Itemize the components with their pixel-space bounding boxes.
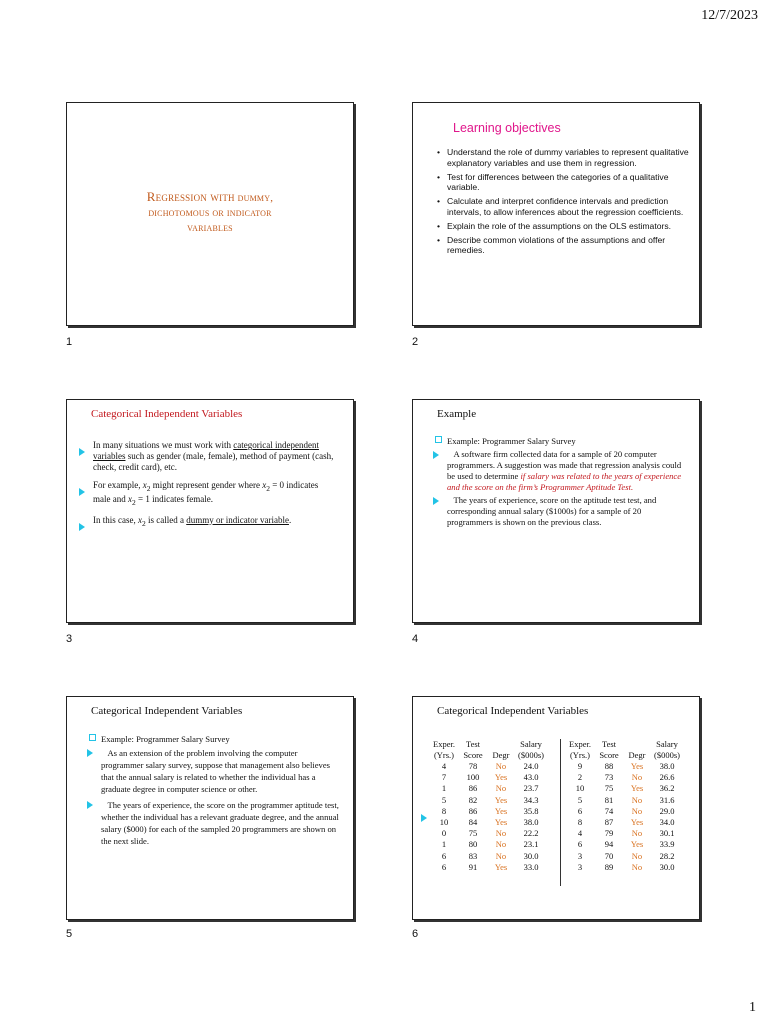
table-row (429, 806, 547, 817)
cell-exper: 3 (577, 850, 583, 861)
cell-exper: 6 (577, 805, 583, 816)
sub-heading-text: Example: Programmer Salary Survey (447, 436, 576, 446)
text: is called a (145, 514, 187, 525)
cell-salary: 33.0 (523, 861, 539, 872)
text: In many situations we must work with (93, 440, 234, 450)
cell-degree: Yes (494, 794, 508, 805)
header-text: Exper. (433, 739, 455, 749)
slide-4-number: 4 (412, 633, 419, 645)
cell-degree: Yes (630, 817, 644, 828)
text: A software firm collected data for a sample of 20 computer programmers. A suggestion was made that regression analysis could be used to determine (447, 449, 682, 481)
table-row (565, 817, 683, 828)
cell-degree: No (631, 828, 643, 839)
table-row (429, 772, 547, 783)
table-row (565, 839, 683, 850)
table-row (565, 806, 683, 817)
objective-item: • Describe common violations of the assumptions and offer remedies. (435, 235, 695, 257)
header-text: ($000s) (518, 750, 544, 760)
bullet-arrow-icon (87, 749, 93, 757)
cell-degree: No (631, 794, 643, 805)
paragraph (447, 449, 685, 493)
cell-test-score: 89 (604, 861, 614, 872)
underlined-term: dummy or indicator variable (186, 514, 289, 525)
table-row (565, 772, 683, 783)
cell-salary: 23.1 (523, 839, 539, 850)
cell-degree: No (631, 805, 643, 816)
table-body-left (429, 761, 547, 873)
underlined-term: categorical independent variables (93, 440, 319, 461)
slide-2-title: Learning objectives (453, 121, 561, 135)
cell-degree: Yes (494, 772, 508, 783)
bullet-arrow-icon (421, 814, 427, 822)
slide-4-title: Example (437, 408, 477, 420)
cell-degree: Yes (630, 839, 644, 850)
table-row (429, 795, 547, 806)
variable-subscript: 2 (142, 518, 146, 528)
cell-degree: Yes (630, 761, 644, 771)
slide-5-number: 5 (66, 928, 73, 940)
slide-2 (412, 102, 700, 326)
text: The years of experience, the score on the programmer aptitude test, whether the individual has a relevant graduate degree, and the annual salary ($000) for each of the sampled 20 programmers are shown on the next slide. (101, 800, 339, 846)
header-text: Salary (520, 739, 542, 749)
slide-6-number: 6 (412, 928, 419, 940)
cell-exper: 3 (577, 861, 583, 872)
cell-exper: 8 (577, 817, 583, 828)
cell-salary: 43.0 (523, 772, 539, 783)
cell-salary: 38.0 (659, 761, 675, 771)
cell-degree: No (495, 761, 507, 771)
header-text: Score (463, 750, 483, 760)
objective-item: • Test for differences between the categories of a qualitative variable. (435, 172, 695, 194)
header-text: (Yrs.) (569, 750, 591, 760)
table-row (429, 817, 547, 828)
cell-exper: 2 (577, 772, 583, 783)
paragraph (93, 480, 337, 508)
cell-test-score: 100 (466, 772, 480, 783)
cell-exper: 7 (441, 772, 447, 783)
cell-degree: Yes (494, 817, 508, 828)
cell-exper: 6 (441, 850, 447, 861)
title-line1-small: dummy, (234, 192, 274, 204)
cell-test-score: 74 (604, 805, 614, 816)
slide-5-body (89, 733, 339, 851)
cell-degree: No (495, 783, 507, 794)
header-text: Salary (656, 739, 678, 749)
cell-test-score: 75 (604, 783, 614, 794)
cell-test-score: 88 (604, 761, 614, 771)
cell-degree: No (495, 850, 507, 861)
cell-salary: 24.0 (523, 761, 539, 771)
cell-exper: 0 (441, 828, 447, 839)
bullet-arrow-icon (87, 801, 93, 809)
variable-x: x (142, 480, 147, 490)
cell-exper: 6 (441, 861, 447, 872)
title-line3: variables (187, 222, 233, 234)
text: might represent gender where (150, 480, 263, 490)
cell-test-score: 70 (604, 850, 614, 861)
table-row (429, 761, 547, 772)
cell-test-score: 75 (468, 828, 478, 839)
cell-salary: 31.6 (659, 794, 675, 805)
title-line2: dichotomous or indicator (148, 207, 272, 219)
slide-3-title: Categorical Independent Variables (91, 408, 243, 420)
slide-6-title: Categorical Independent Variables (437, 705, 589, 717)
square-bullet-icon (89, 734, 96, 741)
table-body-right (565, 761, 683, 873)
cell-exper: 1 (441, 839, 447, 850)
variable-x: x (128, 493, 132, 504)
cell-salary: 35.8 (523, 805, 539, 816)
cell-test-score: 80 (468, 839, 478, 850)
cell-exper: 6 (577, 839, 583, 850)
cell-test-score: 91 (468, 861, 478, 872)
objectives-list (435, 147, 695, 259)
cell-salary: 30.0 (659, 861, 675, 872)
cell-exper: 1 (441, 783, 447, 794)
variable-subscript: 2 (132, 497, 136, 507)
slide-3-body (93, 440, 337, 535)
col-header-test (459, 739, 487, 761)
paragraph (93, 515, 337, 529)
table-header-row (565, 739, 683, 761)
cell-degree: No (631, 850, 643, 861)
cell-salary: 26.6 (659, 772, 675, 783)
page-date: 12/7/2023 (701, 8, 758, 23)
cell-test-score: 79 (604, 828, 614, 839)
cell-test-score: 78 (468, 761, 478, 771)
header-text: Test (601, 739, 617, 749)
table-header-row (429, 739, 547, 761)
slide-1 (66, 102, 354, 326)
header-text: Score (599, 750, 619, 760)
cell-degree: No (631, 772, 643, 783)
variable-x: x (262, 480, 267, 490)
bullet-arrow-icon (433, 497, 439, 505)
cell-salary: 38.0 (523, 817, 539, 828)
table-row (565, 828, 683, 839)
paragraph (101, 747, 339, 795)
bullet-arrow-icon (79, 488, 85, 496)
cell-exper: 10 (575, 783, 585, 794)
table-row (429, 851, 547, 862)
text: = 0 indicates male and (93, 480, 319, 504)
cell-degree: Yes (494, 861, 508, 872)
cell-test-score: 83 (468, 850, 478, 861)
header-text: (Yrs.) (433, 750, 455, 760)
variable-subscript: 2 (146, 483, 151, 493)
slide-3-number: 3 (66, 633, 73, 645)
slide-2-number: 2 (412, 336, 419, 348)
slide-5-title: Categorical Independent Variables (91, 705, 243, 717)
col-header-test (595, 739, 623, 761)
cell-exper: 9 (577, 761, 583, 771)
slide-5 (66, 696, 354, 920)
objective-item: • Calculate and interpret confidence intervals and prediction intervals, to allow inferences about the regression coefficients. (435, 196, 695, 218)
cell-exper: 8 (441, 805, 447, 816)
text: such as gender (male, female), method of payment (cash, check, credit card), etc. (93, 451, 334, 472)
col-header-exper (565, 739, 595, 761)
slide-4-body (435, 436, 685, 528)
text: As an extension of the problem involving the computer programmer salary survey, suppose that management also believes that the annual salary is related to whether the individual has a graduate degree in computer science or other. (101, 748, 331, 794)
slide-6 (412, 696, 700, 920)
salary-table-right (565, 739, 683, 873)
cell-salary: 36.2 (659, 783, 675, 794)
text: . (288, 514, 292, 525)
cell-test-score: 86 (468, 783, 478, 794)
cell-salary: 30.1 (659, 828, 675, 839)
text: In this case, (93, 514, 138, 525)
header-text: ($000s) (654, 750, 680, 760)
table-divider (560, 739, 561, 886)
cell-degree: No (631, 861, 643, 872)
cell-salary: 22.2 (523, 828, 539, 839)
slide-1-number: 1 (66, 336, 73, 348)
cell-degree: Yes (494, 805, 508, 816)
cell-salary: 33.9 (659, 839, 675, 850)
table-row (565, 862, 683, 873)
page-number: 1 (749, 1000, 756, 1015)
cell-salary: 34.3 (523, 794, 539, 805)
variable-subscript: 2 (266, 483, 270, 493)
paragraph (101, 799, 339, 847)
col-header-exper (429, 739, 459, 761)
cell-test-score: 86 (468, 805, 478, 816)
cell-exper: 4 (577, 828, 583, 839)
slide-4 (412, 399, 700, 623)
variable-x: x (138, 514, 142, 525)
table-row (565, 761, 683, 772)
title-line1-big: Regression with (146, 189, 235, 204)
col-header-degr (487, 739, 515, 761)
cell-exper: 4 (441, 761, 447, 771)
table-row (565, 851, 683, 862)
header-text: Degr (628, 750, 646, 760)
objective-item: • Explain the role of the assumptions on the OLS estimators. (435, 221, 695, 232)
bullet-arrow-icon (79, 523, 85, 531)
cell-salary: 28.2 (659, 850, 675, 861)
cell-degree: No (495, 839, 507, 850)
text: For example, (93, 480, 143, 490)
slide-1-title (97, 189, 323, 236)
cell-exper: 10 (439, 817, 449, 828)
paragraph (447, 495, 685, 528)
salary-table-left (429, 739, 547, 873)
text: The years of experience, score on the aptitude test test, and corresponding annual salary ($1000s) for a sample of 20 programmers is shown on the previous class. (447, 495, 657, 527)
square-bullet-icon (435, 436, 442, 443)
cell-salary: 30.0 (523, 850, 539, 861)
table-row (429, 839, 547, 850)
slide-3 (66, 399, 354, 623)
cell-salary: 34.0 (659, 817, 675, 828)
sub-heading-text: Example: Programmer Salary Survey (101, 734, 230, 744)
sub-heading (89, 733, 339, 745)
cell-test-score: 82 (468, 794, 478, 805)
cell-degree: Yes (630, 783, 644, 794)
cell-test-score: 73 (604, 772, 614, 783)
text: = 1 indicates female. (135, 493, 214, 504)
table-row (565, 783, 683, 794)
cell-salary: 29.0 (659, 805, 675, 816)
cell-test-score: 84 (468, 817, 478, 828)
cell-exper: 5 (577, 794, 583, 805)
table-row (429, 783, 547, 794)
col-header-salary (515, 739, 547, 761)
table-row (565, 795, 683, 806)
table-row (429, 828, 547, 839)
header-text: Test (465, 739, 481, 749)
cell-test-score: 94 (604, 839, 614, 850)
cell-salary: 23.7 (523, 783, 539, 794)
col-header-degr (623, 739, 651, 761)
highlighted-text: if salary was related to the years of experience and the score on the firm’s Programmer Aptitude Test. (447, 471, 682, 492)
objective-item: • Understand the role of dummy variables to represent qualitative explanatory variables and use them in regression. (435, 147, 695, 169)
cell-degree: No (495, 828, 507, 839)
sub-heading (435, 436, 685, 447)
bullet-arrow-icon (79, 448, 85, 456)
header-text: Degr (492, 750, 510, 760)
cell-test-score: 87 (604, 817, 614, 828)
bullet-arrow-icon (433, 451, 439, 459)
col-header-salary (651, 739, 683, 761)
table-row (429, 862, 547, 873)
cell-exper: 5 (441, 794, 447, 805)
cell-test-score: 81 (604, 794, 614, 805)
header-text: Exper. (569, 739, 591, 749)
paragraph (93, 440, 337, 473)
